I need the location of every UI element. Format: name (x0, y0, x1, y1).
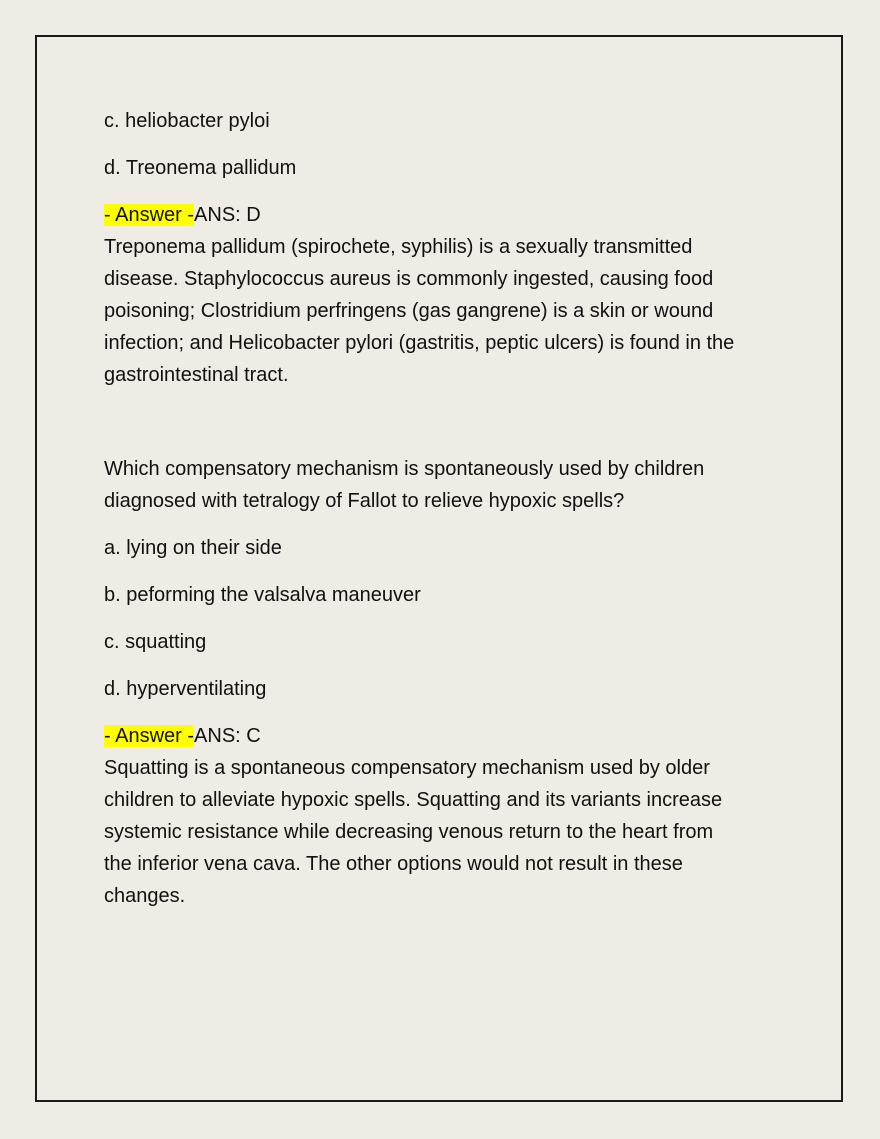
document-content (104, 105, 794, 912)
q1-rationale (104, 231, 794, 391)
q2-rationale-line: the inferior vena cava. The other options would not result in these (104, 853, 683, 875)
q2-rationale-line: Squatting is a spontaneous compensatory mechanism used by older (104, 757, 710, 779)
q2-answer-highlight: - Answer - (104, 725, 195, 747)
q2-option-c: c. squatting (104, 631, 207, 653)
q1-rationale-line: poisoning; Clostridium perfringens (gas gangrene) is a skin or wound (104, 300, 714, 322)
q2-answer-text: ANS: C (194, 725, 261, 747)
q2-option-a: a. lying on their side (104, 537, 282, 559)
q2-stem-line: Which compensatory mechanism is spontaneously used by children (104, 458, 705, 480)
q1-answer-highlight: - Answer - (104, 204, 195, 226)
q2-stem (104, 453, 794, 517)
q2-stem-line: diagnosed with tetralogy of Fallot to relieve hypoxic spells? (104, 490, 625, 512)
q2-rationale-line: children to alleviate hypoxic spells. Squatting and its variants increase (104, 789, 723, 811)
q2-answer (104, 720, 794, 752)
q1-rationale-line: disease. Staphylococcus aureus is commonly ingested, causing food (104, 268, 714, 290)
q1-option-c: c. heliobacter pyloi (104, 110, 270, 132)
q1-rationale-line: Treponema pallidum (spirochete, syphilis) is a sexually transmitted (104, 236, 693, 258)
q2-rationale (104, 752, 794, 912)
q2-rationale-line: systemic resistance while decreasing venous return to the heart from (104, 821, 714, 843)
q2-option-b: b. peforming the valsalva maneuver (104, 584, 421, 606)
q1-rationale-line: gastrointestinal tract. (104, 364, 289, 386)
q1-option-d: d. Treonema pallidum (104, 157, 297, 179)
q1-rationale-line: infection; and Helicobacter pylori (gastritis, peptic ulcers) is found in the (104, 332, 735, 354)
q1-answer (104, 199, 794, 231)
q1-answer-text: ANS: D (194, 204, 261, 226)
q2-rationale-line: changes. (104, 885, 186, 907)
q2-option-d: d. hyperventilating (104, 678, 267, 700)
